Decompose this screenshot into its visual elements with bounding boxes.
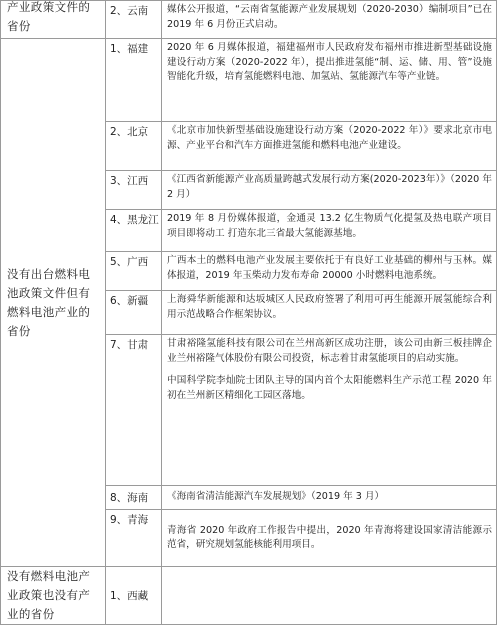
category-cell-provincial-policy <box>0 0 106 39</box>
province-label: 2、云南 <box>110 5 149 17</box>
description-text: 《北京市加快新型基础设施建设行动方案（2020-2022 年）》要求北京市电源、产业平台和汽车方面推进氢能和燃料电池产业建设。 <box>167 125 492 151</box>
description-text: 甘肃裕隆氢能科技有限公司在兰州高新区成功注册，该公司由新三板挂牌企业兰州裕隆气体股份有限公司投资，标志着甘肃氢能项目的启动实施。 <box>167 338 492 364</box>
province-cell <box>106 210 162 252</box>
province-label: 4、黑龙江 <box>110 214 159 226</box>
description-text: 中国科学院李灿院士团队主导的国内首个太阳能燃料生产示范工程 2020 年初在兰州新区精细化工园区落地。 <box>167 375 492 401</box>
description-text: 《海南省清洁能源汽车发展规划》（2019 年 3 月） <box>167 491 385 503</box>
description-text: 2019 年 8 月份媒体报道，金通灵 13.2 亿生物质气化提氢及热电联产项目项目即将动工 打造东北三省最大氢能源基地。 <box>167 213 492 239</box>
province-label: 9、青海 <box>110 514 149 526</box>
province-cell <box>106 486 162 510</box>
description-text: 广西本土的燃料电池产业发展主要依托于有良好工业基础的柳州与玉林。媒体报道，2019 年玉柴动力发布寿命 20000 小时燃料电池系统。 <box>167 255 492 281</box>
description-text: 青海省 2020 年政府工作报告中提出，2020 年青海将建设国家清洁能源示范省，研究规划氢能核能利用项目。 <box>167 524 492 550</box>
province-cell <box>106 39 162 122</box>
description-cell <box>162 210 497 252</box>
description-cell <box>162 0 497 39</box>
description-cell <box>162 291 497 335</box>
province-label: 3、江西 <box>110 175 149 187</box>
category-label: 没有出台燃料电池政策文件但有燃料电池产业的省份 <box>7 266 91 338</box>
description-cell <box>162 122 497 171</box>
description-text: 《江西省新能源产业高质量跨越式发展行动方案(2020-2023年）》（2020 年 2 月） <box>167 174 492 200</box>
province-label: 1、福建 <box>110 43 149 55</box>
description-cell <box>162 567 497 625</box>
description-cell <box>162 486 497 510</box>
description-cell <box>162 39 497 122</box>
province-cell <box>106 171 162 210</box>
province-label: 7、甘肃 <box>110 339 149 351</box>
description-text: 媒体公开报道，“云南省氢能源产业发展规划（2020-2030）编制项目”已在 2019 年 6 月份正式启动。 <box>167 4 492 30</box>
description-cell <box>162 252 497 291</box>
description-cell <box>162 335 497 486</box>
province-label: 5、广西 <box>110 256 149 268</box>
province-cell <box>106 0 162 39</box>
province-cell <box>106 252 162 291</box>
category-label: 产业政策文件的省份 <box>7 0 91 33</box>
province-label: 1、西藏 <box>110 589 149 602</box>
province-cell <box>106 291 162 335</box>
province-cell <box>106 122 162 171</box>
province-label: 8、海南 <box>110 491 149 504</box>
province-label: 6、新疆 <box>110 295 149 307</box>
province-cell <box>106 335 162 486</box>
description-text: 上海舜华新能源和达坂城区人民政府签署了利用可再生能源开展氢能综合利用示范战略合作框架协议。 <box>167 294 492 320</box>
province-cell <box>106 510 162 567</box>
category-cell-no-policy-has-industry <box>0 39 106 567</box>
province-label: 2、北京 <box>110 126 149 138</box>
province-cell <box>106 567 162 625</box>
category-cell-no-policy-no-industry <box>0 567 106 625</box>
category-label: 没有燃料电池产业政策也没有产业的省份 <box>7 569 91 621</box>
description-text: 2020 年 6 月媒体报道，福建福州市人民政府发布福州市推进新型基础设施建设行动方案（2020-2022 年），提出推进氢能“制、运、储、用、管”设施智能化升级，培育氢能燃料电池、加氢站、氢能源汽车等产业链。 <box>167 42 492 82</box>
description-cell <box>162 171 497 210</box>
description-cell <box>162 510 497 567</box>
